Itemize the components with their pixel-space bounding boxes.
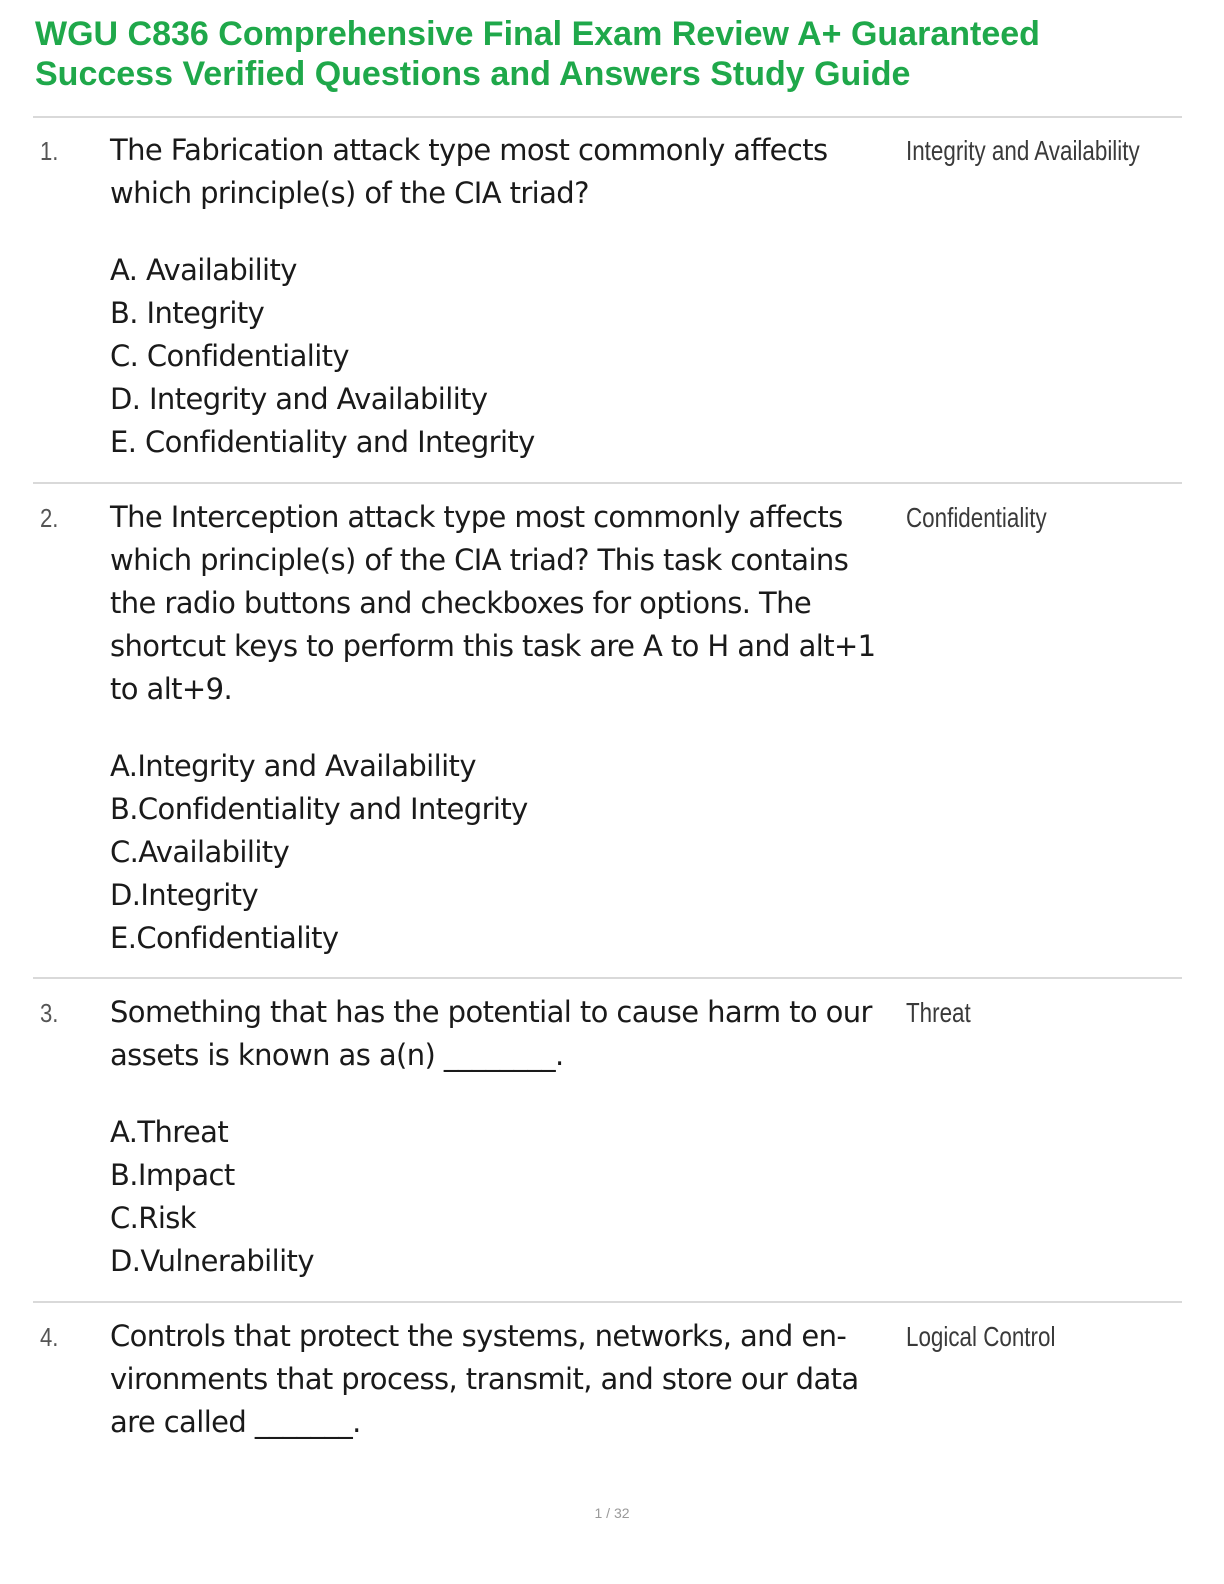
question-text: Controls that protect the systems, networks, and en- vironments that process, transmit, and store our data are called _______. [110,1319,859,1439]
option-d: D. Integrity and Availability [110,382,488,416]
document-title-line-2: Success Verified Questions and Answers Study Guide [35,55,911,93]
divider [33,977,1182,979]
question-text: The Fabrication attack type most commonly affects which principle(s) of the CIA triad? [110,133,828,210]
question-text: The Interception attack type most commonly affects which principle(s) of the CIA triad? This task contains the radio buttons and checkboxes for options. The shortcut keys to perform this task are A to H and alt+1 to alt+9. [110,500,876,706]
question-number: 4. [40,1322,59,1352]
question-text: Something that has the potential to cause harm to our assets is known as a(n) ________. [110,995,872,1072]
option-d: D.Vulnerability [110,1244,314,1278]
option-b: B.Confidentiality and Integrity [110,792,528,826]
option-c: C.Availability [110,835,290,869]
option-d: D.Integrity [110,878,259,912]
option-a: A.Threat [110,1115,229,1149]
document-title [35,14,1185,94]
question-number: 2. [40,503,59,533]
option-e: E.Confidentiality [110,921,339,955]
options-list [110,1111,890,1283]
options-list [110,249,890,464]
option-c: C.Risk [110,1201,196,1235]
option-b: B.Impact [110,1158,235,1192]
question-number: 1. [40,136,59,166]
option-a: A. Availability [110,253,297,287]
option-e: E. Confidentiality and Integrity [110,425,535,459]
answer-text: Logical Control [906,1321,1056,1352]
page-number: 1 / 32 [594,1505,630,1521]
answer-text: Threat [906,997,971,1028]
option-a: A.Integrity and Availability [110,749,476,783]
option-b: B. Integrity [110,296,265,330]
option-c: C. Confidentiality [110,339,349,373]
answer-text: Integrity and Availability [906,135,1140,166]
question-number: 3. [40,998,59,1028]
options-list [110,745,890,960]
answer-text: Confidentiality [906,502,1047,533]
divider [33,482,1182,484]
divider [33,116,1182,118]
document-title-line-1: WGU C836 Comprehensive Final Exam Review A+ Guaranteed [35,15,1040,53]
divider [33,1301,1182,1303]
